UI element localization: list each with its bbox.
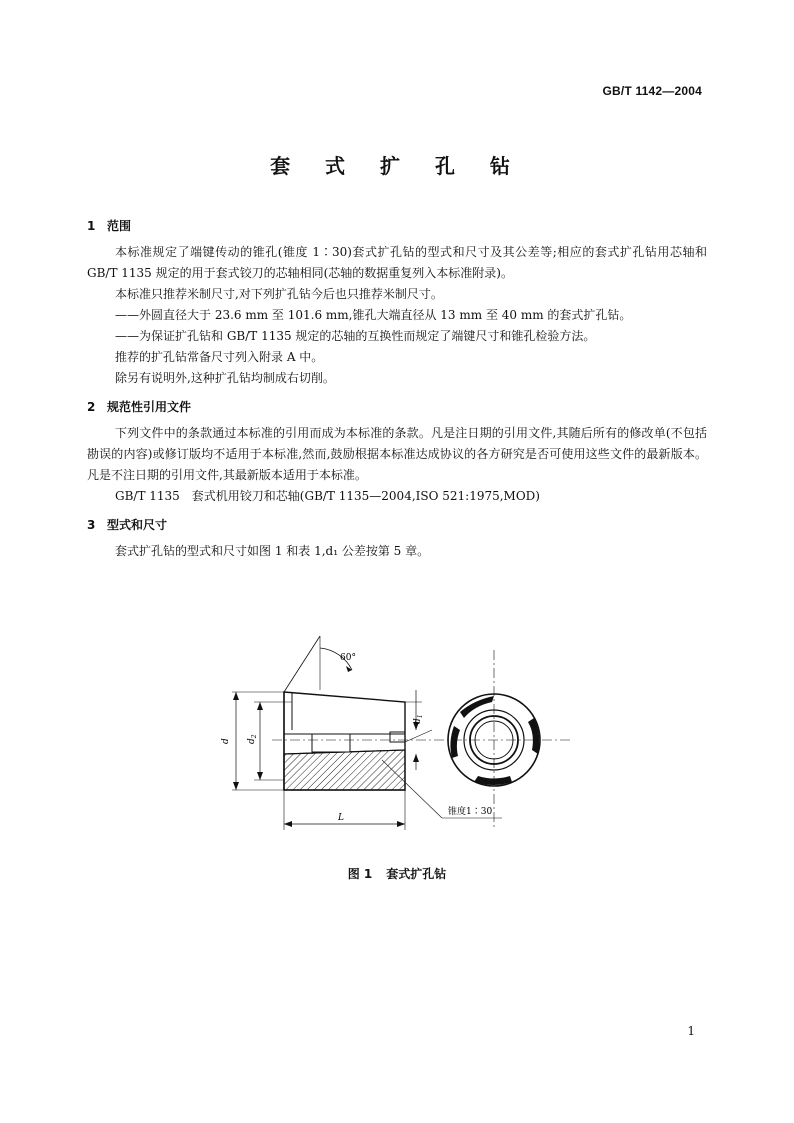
list-item: ——为保证扩孔钻和 GB/T 1135 规定的芯轴的互换性而规定了端键尺寸和锥孔检验方法。	[115, 329, 596, 343]
drawing-svg	[212, 630, 592, 835]
list-item: ——外圆直径大于 23.6 mm 至 101.6 mm,锥孔大端直径从 13 mm 至 40 mm 的套式扩孔钻。	[115, 308, 632, 322]
d-label: d	[221, 738, 231, 744]
page-number: 1	[687, 1024, 695, 1038]
d2-label: d	[247, 738, 257, 744]
section-normative-references	[87, 399, 707, 507]
document-title: 套 式 扩 孔 钻	[270, 154, 524, 178]
section-title: 规范性引用文件	[107, 400, 192, 414]
paragraph: 本标准只推荐米制尺寸,对下列扩孔钻今后也只推荐米制尺寸。	[115, 287, 443, 301]
section-number: 2	[87, 400, 96, 414]
section-heading	[87, 218, 707, 234]
paragraph: 除另有说明外,这种扩孔钻均制成右切削。	[115, 371, 335, 385]
document-body	[87, 218, 707, 572]
angle-marker	[284, 636, 356, 692]
section-title: 范围	[107, 219, 132, 233]
section-heading	[87, 517, 707, 533]
section-scope	[87, 218, 707, 389]
side-view	[272, 692, 572, 790]
L-label: L	[338, 813, 344, 823]
angle-label: 60°	[340, 653, 356, 663]
figure-caption-label: 图 1	[347, 867, 373, 881]
paragraph: 套式扩孔钻的型式和尺寸如图 1 和表 1,d₁ 公差按第 5 章。	[115, 544, 430, 558]
taper-label: 锥度1∶30	[448, 807, 493, 817]
dimension-d1	[405, 690, 432, 770]
figure-caption	[0, 865, 794, 882]
section-title: 型式和尺寸	[107, 518, 168, 532]
section-type-and-dimensions	[87, 517, 707, 562]
dimension-L	[284, 790, 405, 830]
section-number: 1	[87, 219, 96, 233]
d1-label: d	[413, 718, 423, 724]
d1-subscript: 1	[417, 714, 424, 719]
shell-core-drill-drawing	[212, 630, 592, 835]
section-number: 3	[87, 518, 96, 532]
reference-entry: GB/T 1135 套式机用铰刀和芯轴(GB/T 1135—2004,ISO 521:1975,MOD)	[115, 489, 540, 503]
standard-code: GB/T 1142—2004	[602, 84, 702, 98]
paragraph: 下列文件中的条款通过本标准的引用而成为本标准的条款。凡是注日期的引用文件,其随后所有的修改单(不包括勘误的内容)或修订版均不适用于本标准,然而,鼓励根据本标准达成协议的各方研究是否可使用这些文件的最新版本。凡是不注日期的引用文件,其最新版本适用于本标准。	[87, 426, 707, 482]
paragraph: 本标准规定了端键传动的锥孔(锥度 1∶30)套式扩孔钻的型式和尺寸及其公差等;相应的套式扩孔钻用芯轴和 GB/T 1135 规定的用于套式铰刀的芯轴相同(芯轴的数据重复列入本标准附录)。	[87, 245, 707, 280]
d2-subscript: 2	[251, 734, 258, 739]
svg-text:d2	[247, 734, 258, 744]
figure-caption-text: 套式扩孔钻	[386, 867, 447, 881]
paragraph: 推荐的扩孔钻常备尺寸列入附录 A 中。	[115, 350, 324, 364]
section-heading	[87, 399, 707, 415]
svg-text:d1	[413, 714, 424, 724]
